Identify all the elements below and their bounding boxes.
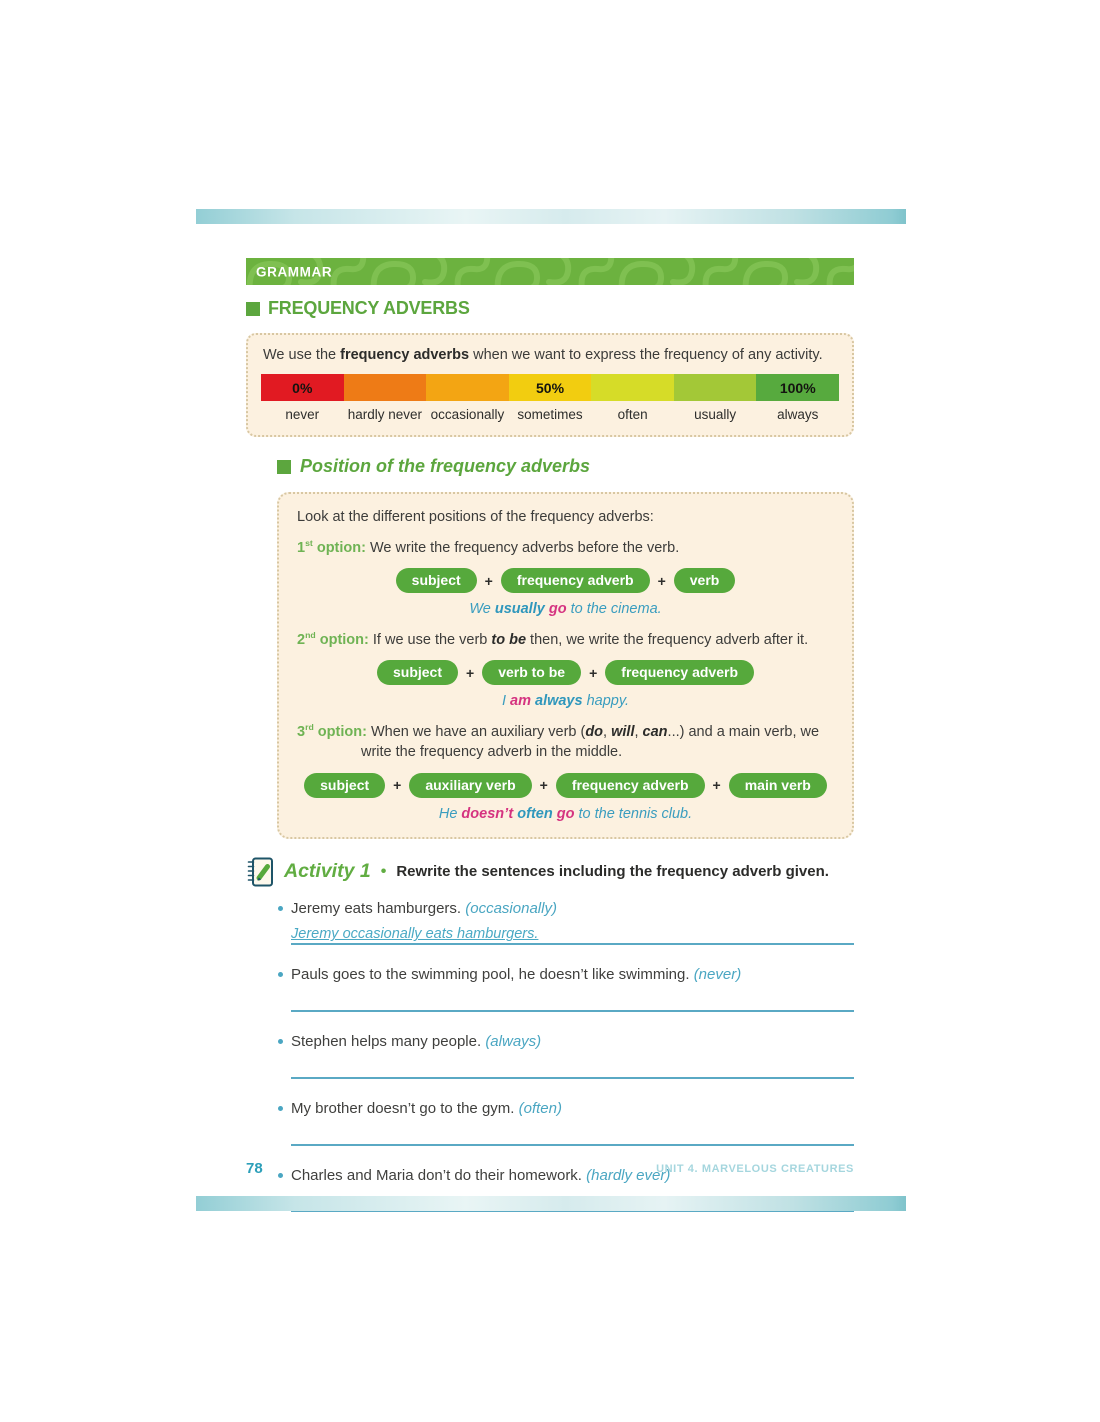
scale-word-usually: usually — [694, 407, 737, 422]
unit-label: UNIT 4. MARVELOUS CREATURES — [656, 1162, 854, 1175]
activity-item-2 — [277, 964, 854, 1012]
scale-word-often: often — [617, 407, 648, 422]
text-segment: nd — [305, 630, 316, 641]
scale-word-occasionally: occasionally — [430, 407, 505, 422]
text-segment: often — [517, 805, 557, 822]
option-1-example — [297, 601, 834, 617]
text-segment: then, we write the frequency adverb after it. — [526, 631, 809, 648]
answer-line-2[interactable] — [291, 988, 854, 1012]
text-segment: 2 — [297, 631, 306, 648]
text-segment: option: — [312, 539, 366, 556]
frequency-scale — [260, 374, 840, 422]
grammar-pill: subject — [377, 660, 458, 685]
frequency-adverbs-heading — [246, 298, 854, 319]
option-1-pills — [297, 568, 834, 593]
answer-line-3[interactable] — [291, 1055, 854, 1079]
activity-instruction: Rewrite the sentences including the frequency adverb given. — [396, 863, 829, 881]
text-segment: am — [510, 693, 535, 710]
answer-line-1[interactable] — [291, 921, 854, 945]
text-segment: happy. — [586, 693, 630, 710]
scale-word-sometimes: sometimes — [517, 407, 583, 422]
adverb-hint: (always) — [485, 1033, 542, 1051]
position-section — [277, 456, 854, 839]
text-segment: will — [611, 724, 635, 741]
text-segment: to be — [491, 631, 527, 648]
adverb-hint: (hardly ever) — [586, 1166, 671, 1184]
bullet-icon — [278, 1106, 283, 1111]
scale-percent-label: 100% — [779, 379, 816, 396]
option-3-text — [297, 721, 834, 762]
text-segment: We use the — [263, 347, 341, 363]
adverb-hint: (occasionally) — [465, 899, 557, 917]
scale-segment-0 — [261, 374, 344, 401]
option-2-pills — [297, 660, 834, 685]
sentence-text: Pauls goes to the swimming pool, he doesn’t like swimming. — [291, 966, 694, 984]
plus-separator: + — [484, 572, 493, 589]
sentence-text: Charles and Maria don’t do their homework. — [291, 1166, 587, 1184]
text-segment: He — [438, 805, 462, 822]
option-1-text — [297, 537, 834, 558]
activity-header — [246, 856, 854, 888]
plus-separator: + — [393, 777, 402, 794]
scale-word-hardly-never: hardly never — [347, 407, 423, 422]
page-number: 78 — [246, 1160, 263, 1177]
text-segment: option: — [315, 631, 369, 648]
option-2-text — [297, 629, 834, 650]
scale-segment-1 — [344, 374, 427, 401]
option-2-example — [297, 693, 834, 709]
text-segment: If we use the verb — [368, 631, 492, 648]
item-sentence — [277, 964, 854, 986]
activity-item-3 — [277, 1031, 854, 1079]
grammar-pill: verb to be — [482, 660, 581, 685]
grammar-pill: frequency adverb — [556, 773, 705, 798]
adverb-hint: (never) — [693, 966, 742, 984]
position-intro-text: Look at the different positions of the frequency adverbs: — [297, 509, 654, 525]
frequency-info-box — [246, 333, 854, 437]
text-segment: to the tennis club. — [574, 805, 693, 822]
scale-percent-label: 50% — [536, 379, 565, 396]
item-sentence — [277, 1098, 854, 1120]
maze-pattern-icon — [246, 258, 854, 285]
grammar-pill: subject — [396, 568, 477, 593]
text-segment: frequency adverbs — [340, 347, 470, 363]
grammar-pill: frequency adverb — [501, 568, 650, 593]
page-footer — [246, 1160, 854, 1177]
grammar-banner — [246, 258, 854, 285]
adverb-hint: (often) — [518, 1099, 562, 1117]
frequency-word-labels — [261, 407, 839, 422]
scale-percent-label: 0% — [292, 379, 313, 396]
sentence-text: Jeremy eats hamburgers. — [291, 899, 466, 917]
bullet-icon — [278, 906, 283, 911]
activity-item-4 — [277, 1098, 854, 1146]
plus-separator: + — [539, 777, 548, 794]
bullet-icon — [278, 972, 283, 977]
text-segment: usually — [494, 601, 549, 618]
scale-segment-2 — [426, 374, 509, 401]
scale-segment-3 — [509, 374, 592, 401]
text-segment: do — [585, 724, 604, 741]
text-segment: We write the frequency adverbs before the verb. — [365, 539, 680, 556]
text-segment: I — [501, 693, 510, 710]
plus-separator: + — [657, 572, 666, 589]
item-sentence — [277, 1031, 854, 1053]
grammar-pill: main verb — [729, 773, 827, 798]
text-segment: We — [469, 601, 495, 618]
scale-segment-4 — [591, 374, 674, 401]
text-segment: always — [535, 693, 587, 710]
scale-word-never: never — [285, 407, 320, 422]
answer-text: Jeremy occasionally eats hamburgers. — [291, 926, 539, 943]
notebook-pencil-icon — [246, 856, 274, 888]
top-divider-band — [196, 209, 906, 224]
scale-segment-6 — [756, 374, 839, 401]
bullet-icon — [278, 1039, 283, 1044]
plus-separator: + — [712, 777, 721, 794]
text-segment: , — [603, 724, 612, 741]
section-title: FREQUENCY ADVERBS — [268, 298, 470, 318]
sentence-text: My brother doesn’t go to the gym. — [291, 1099, 519, 1117]
answer-line-4[interactable] — [291, 1122, 854, 1146]
text-segment: option: — [313, 724, 367, 741]
text-segment: rd — [305, 722, 314, 733]
text-segment: 1 — [297, 539, 306, 556]
plus-separator: + — [466, 664, 475, 681]
text-segment: can — [642, 724, 668, 741]
position-title: Position of the frequency adverbs — [300, 456, 591, 476]
square-bullet-icon — [277, 460, 291, 474]
scale-segment-5 — [674, 374, 757, 401]
scale-word-always: always — [777, 407, 819, 422]
position-heading — [277, 456, 854, 477]
text-segment: to the cinema. — [566, 601, 662, 618]
square-bullet-icon — [246, 302, 260, 316]
text-segment: , — [634, 724, 643, 741]
plus-separator: + — [589, 664, 598, 681]
sentence-text: Stephen helps many people. — [291, 1033, 486, 1051]
activity-item-1 — [277, 898, 854, 946]
grammar-pill: auxiliary verb — [409, 773, 531, 798]
frequency-intro-text — [260, 347, 840, 363]
activity-title: Activity 1 — [284, 860, 371, 883]
activity-separator-dot: • — [380, 862, 387, 880]
option-3-pills — [297, 773, 834, 798]
frequency-scale-bar — [261, 374, 839, 401]
text-segment: when we want to express the frequency of any activity. — [469, 347, 823, 363]
grammar-pill: subject — [304, 773, 385, 798]
grammar-banner-label: GRAMMAR — [256, 264, 333, 279]
text-segment: go — [556, 805, 575, 822]
bottom-divider-band — [196, 1196, 906, 1211]
option-3-example — [297, 806, 834, 822]
text-segment: 3 — [297, 724, 306, 741]
text-segment: ...) and a main verb, we write the frequency adverb in the middle. — [361, 724, 820, 761]
position-info-box — [277, 492, 854, 839]
grammar-pill: verb — [674, 568, 736, 593]
item-sentence — [277, 898, 854, 920]
page-content — [246, 258, 854, 1231]
grammar-pill: frequency adverb — [605, 660, 754, 685]
text-segment: doesn’t — [461, 805, 518, 822]
text-segment: st — [305, 538, 313, 548]
text-segment: When we have an auxiliary verb ( — [366, 724, 586, 741]
text-segment: go — [548, 601, 567, 618]
